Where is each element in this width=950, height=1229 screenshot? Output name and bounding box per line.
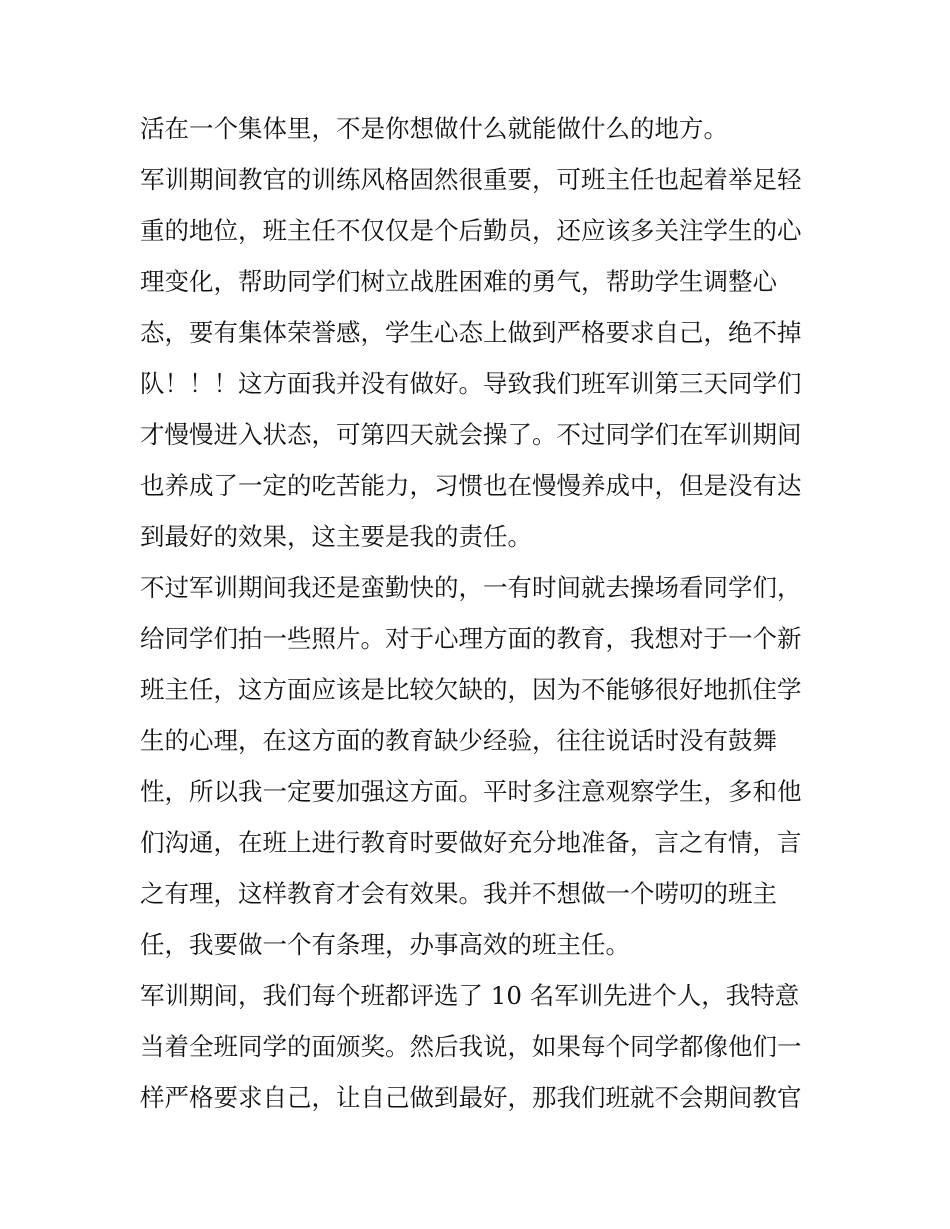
text-line: 之有理，这样教育才会有效果。我并不想做一个唠叨的班主 <box>140 879 777 908</box>
text-line: 才慢慢进入状态，可第四天就会操了。不过同学们在军训期间 <box>140 420 802 449</box>
text-line: 们沟通，在班上进行教育时要做好充分地准备，言之有情，言 <box>140 828 802 857</box>
text-line: 给同学们拍一些照片。对于心理方面的教育，我想对于一个新 <box>140 624 802 653</box>
text-line: 任，我要做一个有条理，办事高效的班主任。 <box>140 930 630 959</box>
text-line: 理变化，帮助同学们树立战胜困难的勇气，帮助学生调整心 <box>140 267 777 296</box>
text-line: 当着全班同学的面颁奖。然后我说，如果每个同学都像他们一 <box>140 1032 802 1061</box>
text-line: 样严格要求自己，让自己做到最好，那我们班就不会期间教官 <box>140 1083 802 1112</box>
text-line: 班主任，这方面应该是比较欠缺的，因为不能够很好地抓住学 <box>140 675 802 704</box>
text-line: 态，要有集体荣誉感，学生心态上做到严格要求自己，绝不掉 <box>140 318 802 347</box>
text-line: 活在一个集体里，不是你想做什么就能做什么的地方。 <box>140 114 728 143</box>
text-line: 性，所以我一定要加强这方面。平时多注意观察学生，多和他 <box>140 777 802 806</box>
text-line: 到最好的效果，这主要是我的责任。 <box>140 522 532 551</box>
text-line: 军训期间，我们每个班都评选了 10 名军训先进个人，我特意 <box>140 981 800 1010</box>
text-line: 不过军训期间我还是蛮勤快的，一有时间就去操场看同学们， <box>140 573 802 602</box>
text-line: 生的心理，在这方面的教育缺少经验，往往说话时没有鼓舞 <box>140 726 777 755</box>
text-line: 军训期间教官的训练风格固然很重要，可班主任也起着举足轻 <box>140 165 802 194</box>
text-line: 也养成了一定的吃苦能力，习惯也在慢慢养成中，但是没有达 <box>140 471 802 500</box>
text-line: 队！！！这方面我并没有做好。导致我们班军训第三天同学们 <box>140 369 802 398</box>
text-line: 重的地位，班主任不仅仅是个后勤员，还应该多关注学生的心 <box>140 216 802 245</box>
